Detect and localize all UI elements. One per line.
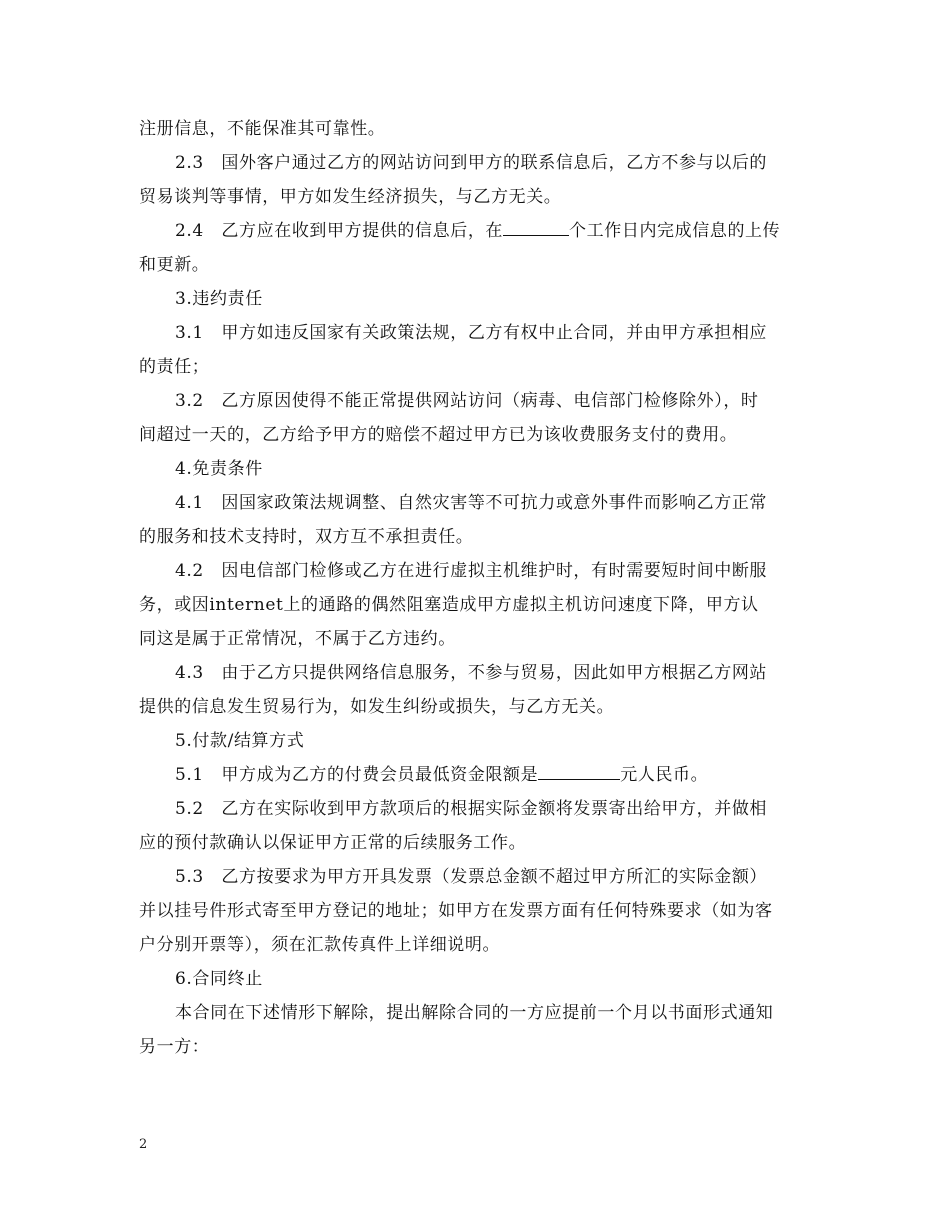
clause-3-2-line-1: 3.2 乙方原因使得不能正常提供网站访问（病毒、电信部门检修除外），时 xyxy=(175,391,759,411)
clause-4-1-line-1: 4.1 因国家政策法规调整、自然灾害等不可抗力或意外事件而影响乙方正常 xyxy=(175,493,768,513)
clause-5-2-line-1: 5.2 乙方在实际收到甲方款项后的根据实际金额将发票寄出给甲方，并做相 xyxy=(175,799,768,819)
clause-2-4-text-after: 个工作日内完成信息的上传 xyxy=(569,221,781,241)
clause-2-3-line-2: 贸易谈判等事情，甲方如发生经济损失，与乙方无关。 xyxy=(139,187,562,207)
clause-2-4-line-1 xyxy=(139,214,811,248)
clause-5-3-line-3: 户分别开票等），须在汇款传真件上详细说明。 xyxy=(139,935,501,955)
clause-4-2-line-2: 务，或因internet上的通路的偶然阻塞造成甲方虚拟主机访问速度下降，甲方认 xyxy=(139,595,759,615)
clause-5-3-line-1: 5.3 乙方按要求为甲方开具发票（发票总金额不超过甲方所汇的实际金额） xyxy=(175,867,768,887)
clause-5-1-line-1 xyxy=(139,758,811,792)
amount-blank-field xyxy=(538,759,620,780)
clause-3-1-line-2: 的责任； xyxy=(139,357,210,377)
clause-4-2-line-1: 4.2 因电信部门检修或乙方在进行虚拟主机维护时，有时需要短时间中断服 xyxy=(175,561,768,581)
clause-3-1-line-1: 3.1 甲方如违反国家有关政策法规，乙方有权中止合同，并由甲方承担相应 xyxy=(175,323,768,343)
termination-paragraph-line-2: 另一方： xyxy=(139,1037,210,1057)
termination-paragraph-line-1: 本合同在下述情形下解除，提出解除合同的一方应提前一个月以书面形式通知 xyxy=(175,1003,774,1023)
section-heading-3: 3.违约责任 xyxy=(175,289,263,309)
section-heading-6: 6.合同终止 xyxy=(175,969,263,989)
clause-3-2-line-2: 间超过一天的，乙方给予甲方的赔偿不超过甲方已为该收费服务支付的费用。 xyxy=(139,425,738,445)
page-number: 2 xyxy=(139,1137,148,1152)
clause-5-1-text-after: 元人民币。 xyxy=(620,765,709,785)
text-line: 注册信息，不能保准其可靠性。 xyxy=(139,119,386,139)
clause-4-3-line-1: 4.3 由于乙方只提供网络信息服务，不参与贸易，因此如甲方根据乙方网站 xyxy=(175,663,768,683)
section-heading-4: 4.免责条件 xyxy=(175,459,263,479)
clause-4-1-line-2: 的服务和技术支持时，双方互不承担责任。 xyxy=(139,527,474,547)
clause-5-1-text-before: 5.1 甲方成为乙方的付费会员最低资金限额是 xyxy=(175,765,539,785)
clause-5-3-line-2: 并以挂号件形式寄至甲方登记的地址；如甲方在发票方面有任何特殊要求（如为客 xyxy=(139,901,773,921)
document-body xyxy=(139,112,811,1064)
days-blank-field xyxy=(503,215,569,236)
clause-5-2-line-2: 应的预付款确认以保证甲方正常的后续服务工作。 xyxy=(139,833,527,853)
clause-4-3-line-2: 提供的信息发生贸易行为，如发生纠纷或损失，与乙方无关。 xyxy=(139,697,615,717)
clause-4-2-line-3: 同这是属于正常情况，不属于乙方违约。 xyxy=(139,629,456,649)
section-heading-5: 5.付款/结算方式 xyxy=(175,731,305,751)
clause-2-4-line-2: 和更新。 xyxy=(139,255,210,275)
clause-2-4-text-before: 2.4 乙方应在收到甲方提供的信息后，在 xyxy=(175,221,504,241)
clause-2-3-line-1: 2.3 国外客户通过乙方的网站访问到甲方的联系信息后，乙方不参与以后的 xyxy=(175,153,768,173)
